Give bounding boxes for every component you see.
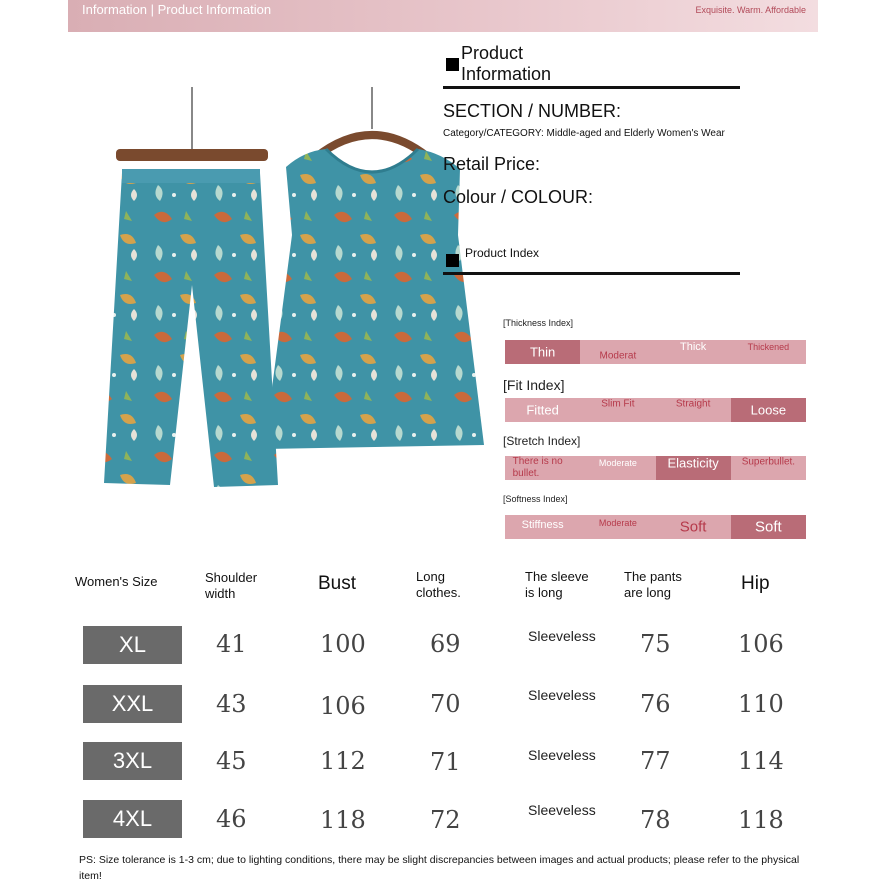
thickness-index-bar: [505, 340, 806, 364]
shoulder-value: 43: [216, 690, 247, 718]
stretch-superbullet: Superbullet.: [741, 456, 796, 468]
thickness-index-title: [Thickness Index]: [503, 318, 574, 328]
hip-value: 106: [738, 630, 784, 658]
softness-moderate: Moderate: [598, 518, 637, 529]
softness-index-title: [Softness Index]: [503, 494, 568, 504]
product-index-heading: Product Index: [443, 238, 740, 275]
sleeve-value: Sleeveless: [528, 628, 596, 644]
bust-value: 100: [320, 630, 366, 658]
softness-stiffness: Stiffness: [521, 518, 564, 531]
pants-value: 78: [640, 806, 671, 834]
square-bullet-icon: [446, 58, 459, 71]
fit-loose: Loose: [731, 398, 806, 422]
header-size: Women's Size: [75, 574, 158, 589]
length-value: 70: [430, 690, 461, 718]
square-bullet-icon: [446, 254, 459, 267]
sleeve-value: Sleeveless: [528, 687, 596, 703]
header-banner: [68, 0, 818, 32]
fit-straight: Straight: [675, 398, 711, 410]
size-tolerance-note: PS: Size tolerance is 1-3 cm; due to lighting conditions, there may be slight discrepancies between images and actual products; please refer to the physical item!: [79, 854, 800, 882]
softness-soft-selected: Soft: [731, 515, 806, 539]
fit-index-title: [Fit Index]: [503, 377, 565, 393]
stretch-moderate: Moderate: [598, 458, 637, 469]
length-value: 69: [430, 630, 461, 658]
length-value: 71: [430, 748, 461, 776]
header-sleeve: The sleeve is long: [525, 569, 589, 600]
info-panel: [443, 42, 740, 275]
shoulder-value: 45: [216, 747, 247, 775]
section-number-label: SECTION / NUMBER:: [443, 101, 622, 121]
size-badge: XL: [83, 626, 182, 664]
thickness-thickened: Thickened: [747, 342, 790, 353]
thickness-moderate: Moderat: [599, 350, 637, 362]
stretch-elasticity: Elasticity: [656, 456, 731, 480]
banner-title: Information | Product Information: [82, 2, 272, 17]
thickness-thick: Thick: [679, 341, 707, 354]
bust-value: 106: [320, 692, 366, 720]
header-hip: Hip: [741, 573, 770, 594]
category-text: Category/CATEGORY: Middle-aged and Elderly Women's Wear: [443, 128, 725, 139]
fit-index-bar: [505, 398, 806, 422]
bust-value: 112: [320, 747, 366, 775]
hip-value: 110: [738, 690, 784, 718]
softness-index-bar: [505, 515, 806, 539]
sleeve-value: Sleeveless: [528, 802, 596, 818]
size-badge: 3XL: [83, 742, 182, 780]
length-value: 72: [430, 806, 461, 834]
thickness-thin: Thin: [505, 340, 580, 364]
pants-value: 76: [640, 690, 671, 718]
size-badge: 4XL: [83, 800, 182, 838]
stretch-index-bar: [505, 456, 806, 480]
sleeve-value: Sleeveless: [528, 747, 596, 763]
colour-label: Colour / COLOUR:: [443, 187, 594, 207]
stretch-no-bullet: There is no bullet.: [512, 456, 563, 479]
stretch-index-title: [Stretch Index]: [503, 434, 581, 448]
header-bust: Bust: [318, 573, 357, 594]
retail-price-label: Retail Price:: [443, 154, 541, 174]
hip-value: 114: [738, 747, 784, 775]
shoulder-value: 46: [216, 805, 247, 833]
fit-fitted: Fitted: [526, 402, 559, 418]
pants-value: 75: [640, 630, 671, 658]
hip-value: 118: [738, 806, 784, 834]
product-info-heading: Product Information: [443, 42, 740, 89]
size-badge: XXL: [83, 685, 182, 723]
header-shoulder: Shoulder width: [205, 570, 258, 601]
softness-soft: Soft: [679, 518, 707, 536]
header-pants: The pants are long: [624, 569, 682, 600]
fit-slim: Slim Fit: [601, 398, 635, 410]
bust-value: 118: [320, 806, 366, 834]
header-length: Long clothes.: [416, 569, 461, 600]
banner-tagline: Exquisite. Warm. Affordable: [695, 5, 806, 15]
pants-value: 77: [640, 747, 671, 775]
shoulder-value: 41: [216, 630, 247, 658]
